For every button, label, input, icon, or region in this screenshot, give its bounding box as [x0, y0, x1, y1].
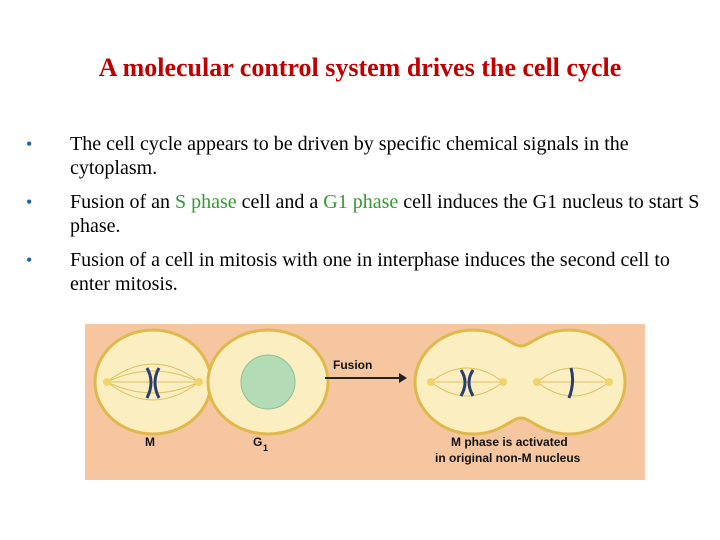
label-g: G	[253, 435, 263, 449]
bullet-dot: •	[26, 250, 33, 270]
bullet-item-3	[26, 248, 706, 296]
bullet-list	[26, 132, 706, 306]
slide-title: A molecular control system drives the cell cycle	[98, 53, 622, 82]
g1-phase-term: G1 phase	[323, 191, 399, 213]
label-g-subscript: 1	[263, 443, 269, 453]
bullet-text: The cell cycle appears to be driven by specific chemical signals in the cytoplasm.	[70, 133, 629, 179]
bullet-text: cell induces the G1 nucleus to start S phase.	[70, 191, 700, 237]
result-label-line1: M phase is activated	[451, 435, 568, 449]
bullet-item-2	[26, 190, 706, 238]
bullet-text: cell and a	[236, 191, 324, 213]
s-phase-term: S phase	[175, 191, 237, 213]
bullet-text: Fusion of an	[70, 191, 175, 213]
bullet-text: Fusion of a cell in mitosis with one in interphase induces the second cell to enter mitosis.	[70, 249, 670, 295]
cell-fusion-figure	[85, 324, 645, 480]
bullet-item-1	[26, 132, 706, 180]
fusion-label: Fusion	[333, 358, 373, 372]
g1-nucleus	[241, 355, 295, 409]
bullet-dot: •	[26, 192, 33, 212]
label-m: M	[145, 435, 155, 449]
bullet-dot: •	[26, 134, 33, 154]
result-label-line2: in original non-M nucleus	[435, 451, 581, 465]
